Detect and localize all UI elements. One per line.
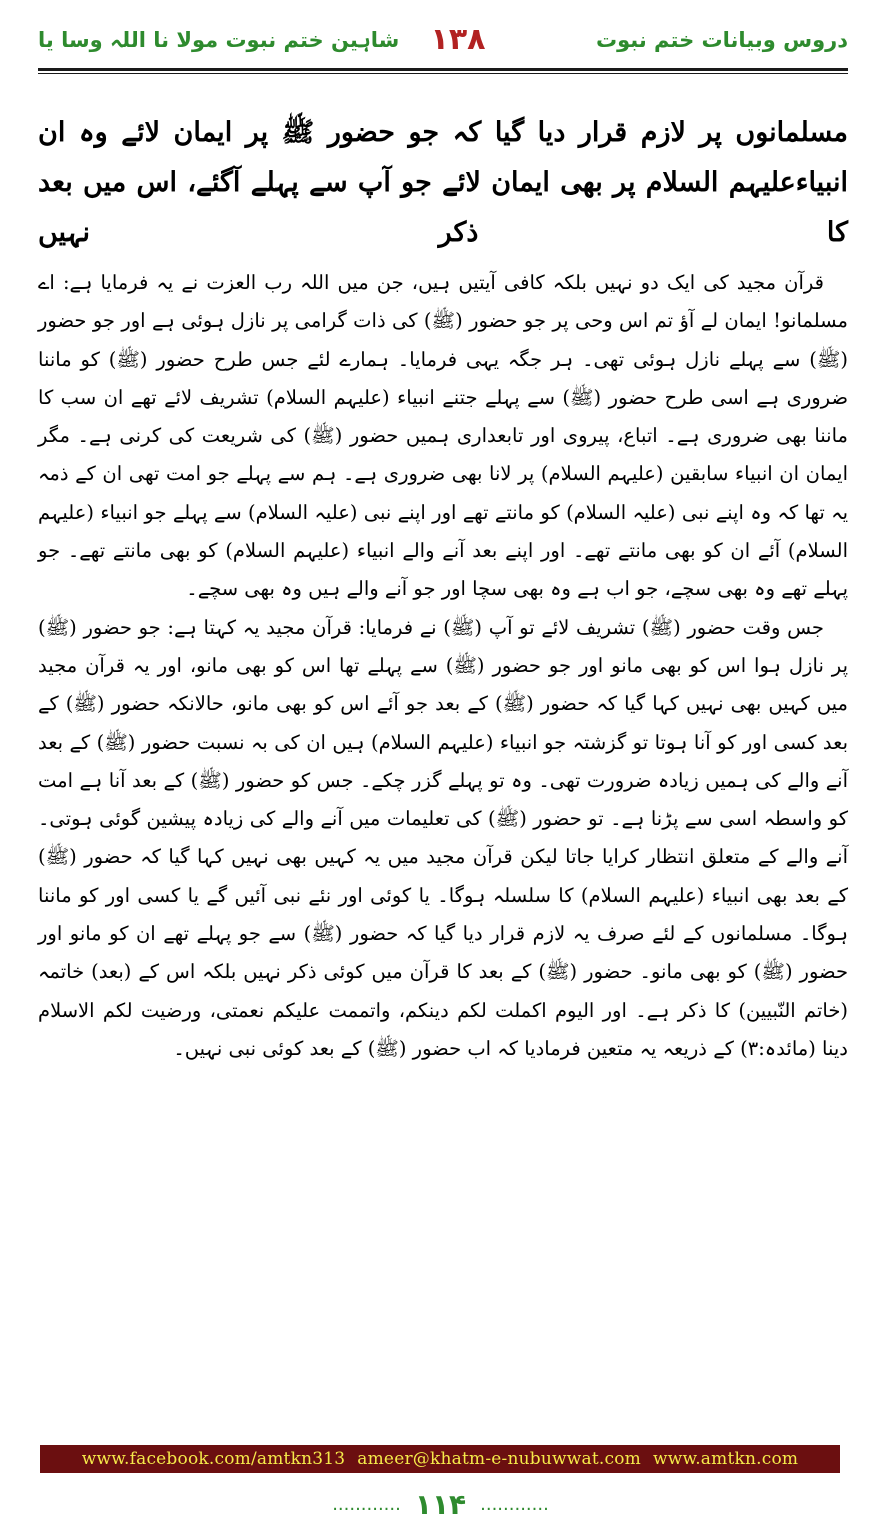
footer-page-indicator [0,1488,881,1524]
header-page-number: ۱۳۸ [430,22,486,57]
section-heading: مسلمانوں پر لازم قرار دیا گیا کہ جو حضور ﷺ پر ایمان لائے وہ ان انبیاءعلیہم السلام پر بھی ایمان لائے جو آپ سے پہلے آگئے، اس میں بعد کا ذکر نہیں [38,117,848,248]
footer-email-link[interactable]: ameer@khatm-e-nubuwwat.com [357,1449,641,1469]
body-paragraph: جس وقت حضور (ﷺ) تشریف لائے تو آپ (ﷺ) نے فرمایا: قرآن مجید یہ کہتا ہے: جو حضور (ﷺ) پر نازل ہوا اس کو بھی مانو اور جو حضور (ﷺ) سے پہلے تھا اس کو بھی مانو، اور یہ قرآن مجید میں کہیں بھی نہیں کہا گیا کہ حضور (ﷺ) کے بعد جو آئے اس کو بھی مانو، حالانکہ حضور (ﷺ) کے بعد کسی اور کو آنا ہوتا تو گزشتہ جو انبیاء (علیہم السلام) ہیں ان کی بہ نسبت حضور (ﷺ) کے بعد آنے والے کی ہمیں زیادہ ضرورت تھی۔ وہ تو پہلے گزر چکے۔ جس کو حضور (ﷺ) کے بعد آنا ہے امت کو واسطہ اسی سے پڑنا ہے۔ تو حضور (ﷺ) کی تعلیمات میں آنے والے کی زیادہ پیشین گوئی ہوتی۔ آنے والے کے متعلق انتظار کرایا جاتا لیکن قرآن مجید میں یہ کہیں بھی نہیں کہا گیا کہ حضور (ﷺ) کے بعد بھی انبیاء (علیہم السلام) کا سلسلہ ہوگا۔ یا کوئی اور نئے نبی آئیں گے یا کسی اور کو ماننا ہوگا۔ مسلمانوں کے لئے صرف یہ لازم قرار دیا گیا کہ حضور (ﷺ) سے جو پہلے تھے ان کو مانو اور حضور (ﷺ) کو بھی مانو۔ حضور (ﷺ) کے بعد کا قرآن میں کوئی ذکر نہیں بلکہ اس کے (بعد) خاتمہ (خاتم النّبیین) کا ذکر ہے۔ اور الیوم اکملت لکم دینکم، واتممت علیکم نعمتی، ورضیت لکم الاسلام دینا (مائدہ:۳) کے ذریعہ یہ متعین فرمادیا کہ اب حضور (ﷺ) کے بعد کوئی نبی نہیں۔ [38,615,848,1060]
footer-contact-bar [40,1445,840,1473]
footer-dots-left: ............ [332,1494,401,1515]
header-rule-thin [38,73,848,74]
footer-dots-right: ............ [480,1494,549,1515]
page-header [38,20,848,72]
footer-page-number: ۱۱۴ [414,1488,467,1521]
header-rule-thick [38,68,848,71]
header-author-title: شاہین ختم نبوت مولا نا اللہ وسا یا [38,28,400,52]
body-paragraph: قرآن مجید کی ایک دو نہیں بلکہ کافی آیتیں ہیں، جن میں اللہ رب العزت نے یہ فرمایا ہے: اے مسلمانو! ایمان لے آؤ تم اس وحی پر جو حضور (ﷺ) کی ذات گرامی پر نازل ہوئی ہے اور جو حضور (ﷺ) سے پہلے نازل ہوئی تھی۔ ہر جگہ یہی فرمایا۔ ہمارے لئے جس طرح حضور (ﷺ) کو ماننا ضروری ہے اسی طرح حضور (ﷺ) سے پہلے جتنے انبیاء (علیہم السلام) تشریف لائے تھے ان سب کا ماننا بھی ضروری ہے۔ اتباع، پیروی اور تابعداری ہمیں حضور (ﷺ) کی شریعت کی کرنی ہے۔ مگر ایمان ان انبیاء سابقین (علیہم السلام) پر لانا بھی ضروری ہے۔ ہم سے پہلے جو امت تھی ان کے ذمہ یہ تھا کہ وہ اپنے نبی (علیہ السلام) کو مانتے تھے اور اپنے نبی (علیہ السلام) سے پہلے جو انبیاء (علیہم السلام) آئے ان کو بھی مانتے تھے۔ اور اپنے بعد آنے والے انبیاء (علیہم السلام) کو بھی مانتے تھے۔ جو پہلے تھے وہ بھی سچے، جو اب ہے وہ بھی سچا اور جو آنے والے ہیں وہ بھی سچے۔ [38,271,848,601]
header-book-title: دروس وبیانات ختم نبوت [596,28,848,52]
footer-facebook-link[interactable]: www.facebook.com/amtkn313 [81,1449,346,1469]
footer-website-link[interactable]: www.amtkn.com [652,1449,799,1469]
page-body [38,108,848,1068]
